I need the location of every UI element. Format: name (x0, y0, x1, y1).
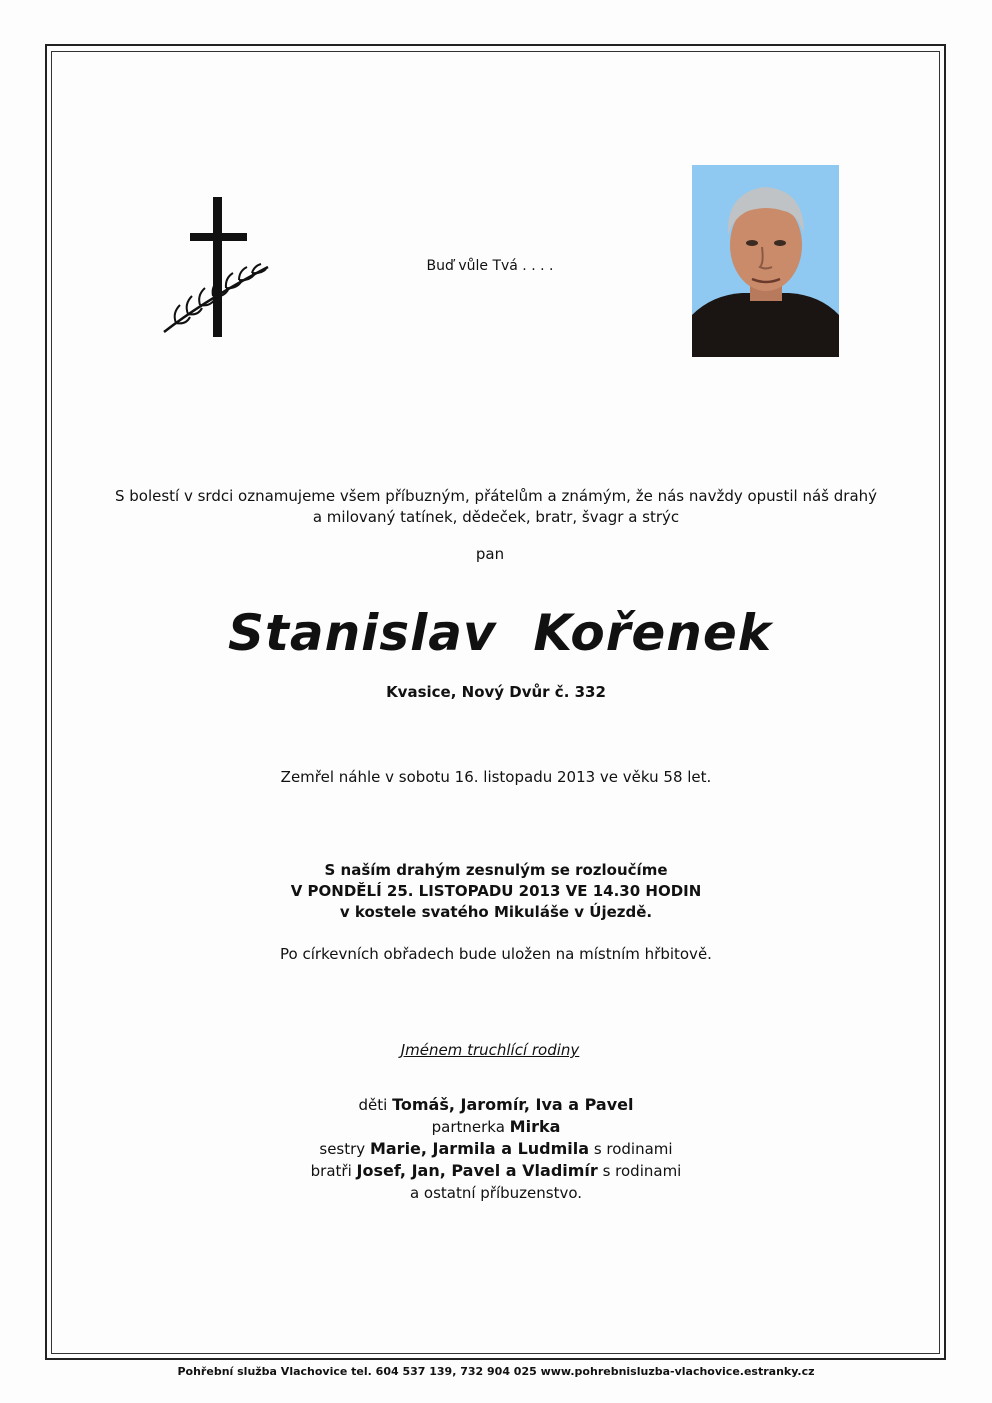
family-relatives: a ostatní příbuzenstvo. (409, 1184, 583, 1202)
farewell-line-1: S naším drahým zesnulým se rozloučíme (324, 861, 668, 879)
cross-with-palm-icon (160, 195, 275, 340)
motto-text: Buď vůle Tvá . . . . (426, 258, 554, 274)
family-list (200, 1094, 792, 1204)
family-heading: Jménem truchlící rodiny (400, 1041, 580, 1059)
farewell-line-2: V PONDĚLÍ 25. LISTOPADU 2013 VE 14.30 HODIN (290, 882, 702, 900)
portrait-photo (692, 165, 839, 357)
burial-notice: Po církevních obřadech bude uložen na místním hřbitově. (280, 945, 712, 963)
address: Kvasice, Nový Dvůr č. 332 (386, 683, 606, 701)
family-children: děti Tomáš, Jaromír, Iva a Pavel (358, 1095, 634, 1114)
family-partner: partnerka Mirka (431, 1117, 561, 1136)
family-brothers: bratři Josef, Jan, Pavel a Vladimír s rodinami (310, 1161, 682, 1180)
salutation: pan (475, 545, 505, 563)
farewell-line-3: v kostele svatého Mikuláše v Újezdě. (339, 903, 653, 921)
death-notice: Zemřel náhle v sobotu 16. listopadu 2013 ve věku 58 let. (280, 768, 712, 786)
funeral-service-footer: Pohřební služba Vlachovice tel. 604 537 139, 732 904 025 www.pohrebnisluzba-vlachovice.estranky.cz (177, 1365, 815, 1378)
farewell-notice (200, 860, 792, 923)
deceased-name: Stanislav Kořenek (227, 604, 773, 662)
family-sisters: sestry Marie, Jarmila a Ludmila s rodinami (319, 1139, 673, 1158)
announcement-text: S bolestí v srdci oznamujeme všem příbuzným, přátelům a známým, že nás navždy opustil náš drahý a milovaný tatínek, dědeček, bratr, švagr a strýc (114, 487, 878, 526)
